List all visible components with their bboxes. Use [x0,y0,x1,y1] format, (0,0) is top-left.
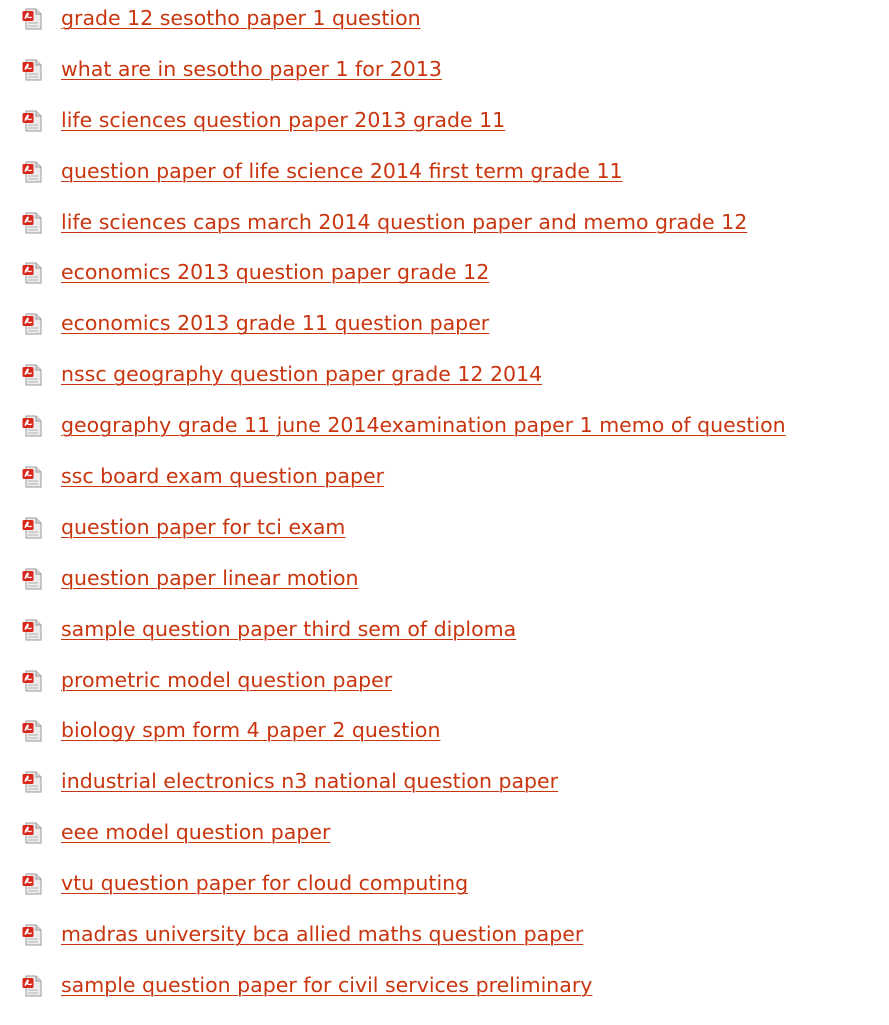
pdf-file-icon [22,212,42,234]
list-item [0,305,889,356]
document-link[interactable]: life sciences caps march 2014 question paper and memo grade 12 [61,209,748,234]
document-link[interactable]: geography grade 11 june 2014examination paper 1 memo of question [61,413,786,438]
list-item [0,51,889,102]
pdf-file-icon [22,619,42,641]
list-item [0,254,889,305]
list-item [0,407,889,458]
pdf-file-icon [22,771,42,793]
list-item [0,204,889,255]
list-item [0,153,889,204]
pdf-file-icon [22,59,42,81]
pdf-file-icon [22,313,42,335]
pdf-file-icon [22,110,42,132]
list-item [0,102,889,153]
pdf-file-icon [22,262,42,284]
document-link[interactable]: prometric model question paper [61,667,393,692]
document-link[interactable]: grade 12 sesotho paper 1 question [61,6,421,30]
pdf-file-icon [22,924,42,946]
document-link[interactable]: biology spm form 4 paper 2 question [61,718,441,743]
pdf-file-icon [22,517,42,539]
document-link[interactable]: nssc geography question paper grade 12 2014 [61,362,543,387]
document-link[interactable]: economics 2013 question paper grade 12 [61,260,490,285]
list-item [0,458,889,509]
document-link[interactable]: question paper linear motion [61,565,359,590]
list-item [0,814,889,865]
list-item [0,763,889,814]
document-link[interactable]: vtu question paper for cloud computing [61,871,469,896]
pdf-file-icon [22,670,42,692]
pdf-file-icon [22,415,42,437]
document-link[interactable]: eee model question paper [61,820,331,845]
document-link[interactable]: sample question paper for civil services preliminary [61,972,593,997]
document-link[interactable]: industrial electronics n3 national question paper [61,769,559,794]
pdf-file-icon [22,364,42,386]
document-link[interactable]: life sciences question paper 2013 grade 11 [61,107,506,132]
document-link[interactable]: what are in sesotho paper 1 for 2013 [61,56,442,81]
pdf-file-icon [22,822,42,844]
document-link[interactable]: madras university bca allied maths question paper [61,922,584,947]
pdf-file-icon [22,466,42,488]
list-item [0,356,889,407]
list-item [0,611,889,662]
pdf-file-icon [22,975,42,997]
document-link[interactable]: question paper of life science 2014 first term grade 11 [61,158,623,183]
list-item [0,865,889,916]
list-item [0,509,889,560]
pdf-file-icon [22,720,42,742]
document-link[interactable]: question paper for tci exam [61,514,346,539]
document-link[interactable]: economics 2013 grade 11 question paper [61,311,490,336]
pdf-file-icon [22,8,42,30]
document-link[interactable]: ssc board exam question paper [61,464,385,489]
list-item [0,0,889,51]
list-item [0,662,889,713]
list-item [0,560,889,611]
pdf-file-icon [22,568,42,590]
document-link[interactable]: sample question paper third sem of diploma [61,616,517,641]
list-item [0,967,889,1018]
list-item [0,712,889,763]
pdf-file-icon [22,873,42,895]
list-item [0,916,889,967]
pdf-file-icon [22,161,42,183]
